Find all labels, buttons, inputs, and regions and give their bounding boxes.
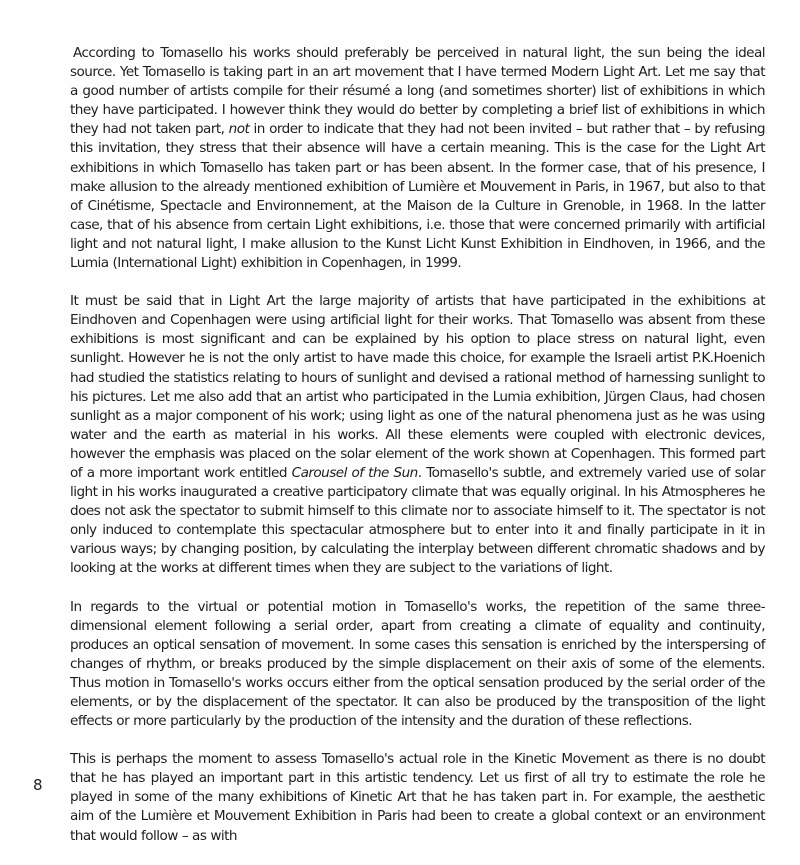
text-run: It must be said that in Light Art the large majority of artists that have participated in the exhibitions at Eindhoven and Copenhagen were using artificial light for their works. That Tomasello was absent from these exhibitions is most significant and can be explained by his option to place stress on natural light, even sunlight. However he is not the only artist to have made this choice, for example the Israeli artist P.K.Hoenich had studied the statistics relating to hours of sunlight and devised a rational method of harnessing sunlight to his pictures. Let me also add that an artist who participated in the Lumia exhibition, Jürgen Claus, had chosen sunlight as a major component of his work; using light as one of the natural phenomena just as he was using water and the earth as material in his works. All these elements were coupled with electronic devices, however the emphasis was placed on the solar element of the work shown at Copenhagen. This formed part of a more important work entitled xyxy=(70,293,765,481)
body-text xyxy=(70,44,765,865)
italic-text-run: Carousel of the Sun xyxy=(291,464,418,481)
paragraph xyxy=(70,44,765,273)
paragraph xyxy=(70,750,765,845)
paragraph xyxy=(70,292,765,578)
italic-text-run: not xyxy=(228,121,250,138)
text-run: . Tomasello's subtle, and extremely varied use of solar light in his works inaugurated a creative participatory climate that was equally original. In his Atmospheres he does not ask the spectator to submit himself to this climate nor to associate himself to it. The spectator is not only induced to contemplate this spectacular atmosphere but to enter into it and finally participate in it in various ways; by changing position, by calculating the interplay between different chromatic shadows and by looking at the works at different times when they are subject to the variations of light. xyxy=(70,464,765,577)
text-run: in order to indicate that they had not been invited – but rather that – by refusing this invitation, they stress that their absence will have a certain meaning. This is the case for the Light Art exhibitions in which Tomasello has taken part or has been absent. In the former case, that of his presence, I make allusion to the already mentioned exhibition of Lumière et Mouvement in Paris, in 1967, but also to that of Cinétisme, Spectacle and Environnement, at the Maison de la Culture in Grenoble, in 1968. In the latter case, that of his absence from certain Light exhibitions, i.e. those that were concerned primarily with artificial light and not natural light, I make allusion to the Kunst Licht Kunst Exhibition in Eindhoven, in 1966, and the Lumia (International Light) exhibition in Copenhagen, in 1999. xyxy=(70,121,765,272)
paragraph xyxy=(70,598,765,732)
text-run: According to Tomasello his works should preferably be perceived in natural light, the sun being the ideal source. Yet Tomasello is taking part in an art movement that I have termed Modern Light Art. Let me say that a good number of artists compile for their résumé a long (and sometimes shorter) list of exhibitions in which they have participated. I however think they would do better by completing a brief list of exhibitions in which they had not taken part, xyxy=(70,45,765,138)
text-run: This is perhaps the moment to assess Tomasello's actual role in the Kinetic Movement as there is no doubt that he has played an important part in this artistic tendency. Let us first of all try to estimate the role he played in some of the many exhibitions of Kinetic Art that he has taken part in. For example, the aesthetic aim of the Lumière et Mouvement Exhibition in Paris had been to create a global context or an environment that would follow – as with xyxy=(70,751,765,844)
page-number: 8 xyxy=(33,776,43,794)
text-run: In regards to the virtual or potential motion in Tomasello's works, the repetition of the same three-dimensional element following a serial order, apart from creating a climate of equality and continuity, produces an optical sensation of movement. In some cases this sensation is enriched by the interspersing of changes of rhythm, or breaks produced by the simple displacement on their axis of some of the elements. Thus motion in Tomasello's works occurs either from the optical sensation produced by the serial order of the elements, or by the displacement of the spectator. It can also be produced by the transposition of the light effects or more particularly by the production of the intensity and the duration of these reflections. xyxy=(70,598,765,730)
